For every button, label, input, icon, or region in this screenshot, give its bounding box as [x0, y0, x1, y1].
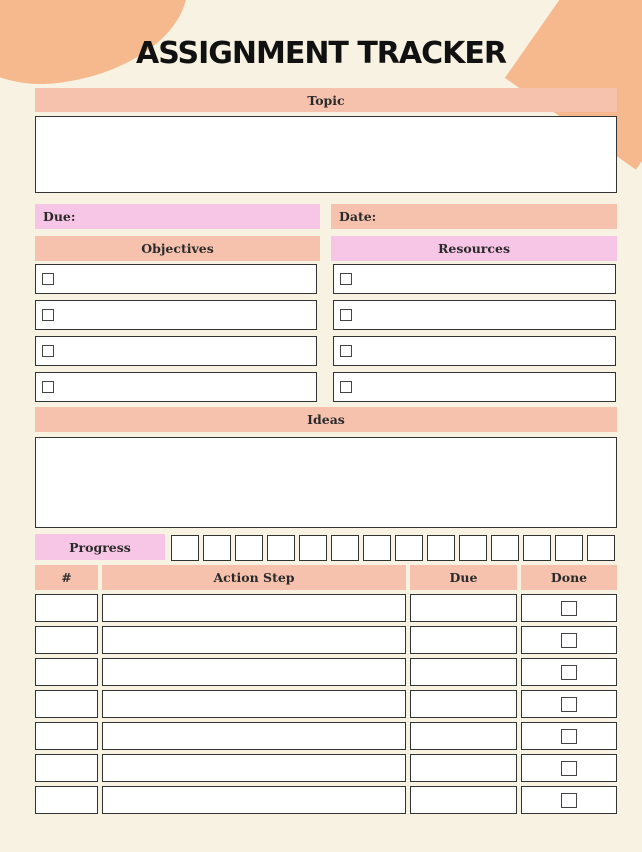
table-cell-due[interactable] [410, 690, 517, 718]
table-cell-due[interactable] [410, 786, 517, 814]
table-cell-done [521, 658, 617, 686]
resource-row[interactable] [333, 300, 616, 330]
table-cell-action-step[interactable] [102, 754, 406, 782]
progress-cell[interactable] [267, 535, 295, 561]
table-cell-action-step[interactable] [102, 626, 406, 654]
table-cell-action-step[interactable] [102, 594, 406, 622]
resource-row[interactable] [333, 336, 616, 366]
objective-row[interactable] [35, 372, 317, 402]
progress-cell[interactable] [331, 535, 359, 561]
progress-cell[interactable] [299, 535, 327, 561]
progress-cell[interactable] [427, 535, 455, 561]
ideas-header: Ideas [35, 407, 617, 432]
objective-checkbox[interactable] [42, 345, 54, 357]
progress-cell[interactable] [235, 535, 263, 561]
objective-row[interactable] [35, 264, 317, 294]
topic-header: Topic [35, 88, 617, 112]
table-cell-due[interactable] [410, 594, 517, 622]
progress-cell[interactable] [203, 535, 231, 561]
progress-label: Progress [35, 534, 165, 560]
table-cell-done [521, 722, 617, 750]
ideas-field[interactable] [35, 437, 617, 528]
resource-checkbox[interactable] [340, 381, 352, 393]
table-cell-due[interactable] [410, 626, 517, 654]
table-cell-done [521, 594, 617, 622]
objectives-header: Objectives [35, 236, 320, 261]
table-cell-action-step[interactable] [102, 722, 406, 750]
done-checkbox[interactable] [561, 761, 577, 776]
table-cell-number[interactable] [35, 690, 98, 718]
due-field[interactable]: Due: [35, 204, 320, 229]
page-title: ASSIGNMENT TRACKER [136, 36, 506, 71]
table-cell-due[interactable] [410, 722, 517, 750]
progress-cell[interactable] [491, 535, 519, 561]
topic-field[interactable] [35, 116, 617, 193]
objective-checkbox[interactable] [42, 309, 54, 321]
date-field[interactable]: Date: [331, 204, 617, 229]
done-checkbox[interactable] [561, 729, 577, 744]
resources-header: Resources [331, 236, 617, 261]
resource-checkbox[interactable] [340, 273, 352, 285]
objective-row[interactable] [35, 336, 317, 366]
progress-cell[interactable] [171, 535, 199, 561]
table-header-done: Done [521, 565, 617, 590]
objective-checkbox[interactable] [42, 273, 54, 285]
done-checkbox[interactable] [561, 601, 577, 616]
table-cell-done [521, 690, 617, 718]
table-header-number: # [35, 565, 98, 590]
objective-checkbox[interactable] [42, 381, 54, 393]
progress-cell[interactable] [523, 535, 551, 561]
table-cell-number[interactable] [35, 594, 98, 622]
table-cell-done [521, 754, 617, 782]
table-cell-done [521, 626, 617, 654]
resource-row[interactable] [333, 264, 616, 294]
table-cell-action-step[interactable] [102, 690, 406, 718]
done-checkbox[interactable] [561, 697, 577, 712]
resource-checkbox[interactable] [340, 345, 352, 357]
table-cell-due[interactable] [410, 754, 517, 782]
progress-cell[interactable] [363, 535, 391, 561]
progress-cell[interactable] [459, 535, 487, 561]
table-cell-action-step[interactable] [102, 786, 406, 814]
table-cell-number[interactable] [35, 626, 98, 654]
done-checkbox[interactable] [561, 793, 577, 808]
table-cell-due[interactable] [410, 658, 517, 686]
progress-cell[interactable] [587, 535, 615, 561]
progress-cell[interactable] [395, 535, 423, 561]
progress-cell[interactable] [555, 535, 583, 561]
table-cell-number[interactable] [35, 658, 98, 686]
table-cell-action-step[interactable] [102, 658, 406, 686]
table-cell-done [521, 786, 617, 814]
done-checkbox[interactable] [561, 665, 577, 680]
table-header-action-step: Action Step [102, 565, 406, 590]
objective-row[interactable] [35, 300, 317, 330]
done-checkbox[interactable] [561, 633, 577, 648]
table-cell-number[interactable] [35, 722, 98, 750]
table-cell-number[interactable] [35, 786, 98, 814]
resource-row[interactable] [333, 372, 616, 402]
table-cell-number[interactable] [35, 754, 98, 782]
resource-checkbox[interactable] [340, 309, 352, 321]
table-header-due: Due [410, 565, 517, 590]
